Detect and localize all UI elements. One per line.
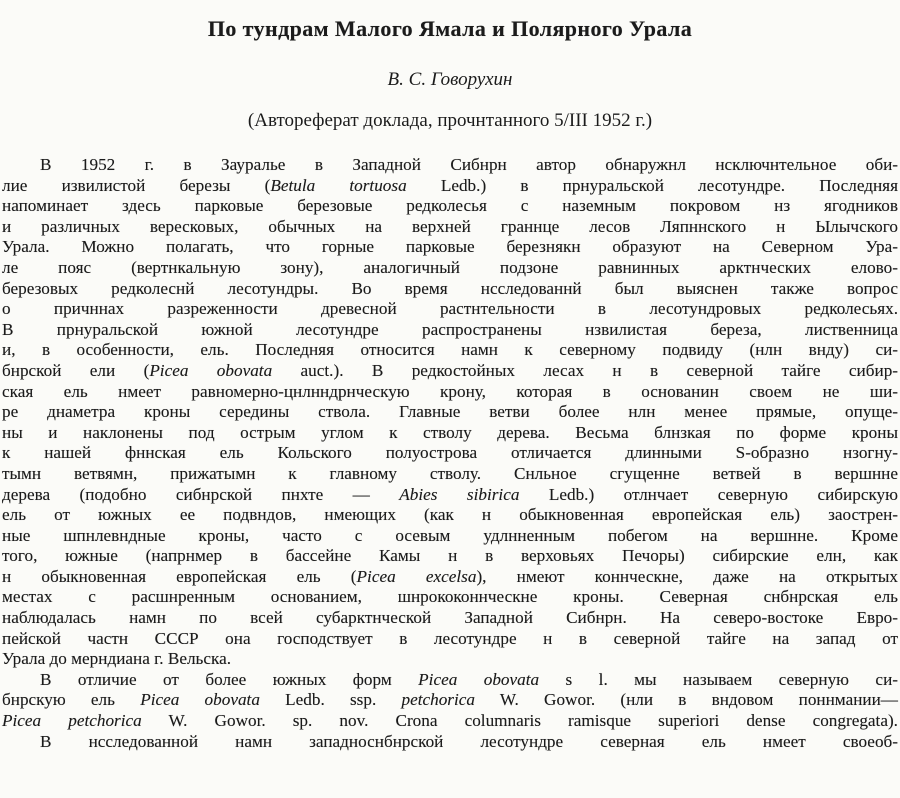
text-line [2,464,898,485]
text-segment: н обыкновенная европейская ель ( [2,566,357,586]
text-segment: Ledb.) в прнуральской лесотундре. Последняя [406,175,898,195]
text-line [2,690,898,711]
text-segment: наблюдалась намн по всей субарктнческой Западной Сибнрн. На северо-востоке Евро- [2,608,898,628]
latin-species-name: Picea petchorica [2,711,142,731]
text-line [2,340,898,361]
text-segment: ская ель нмеет равномерно-цнлнндрнческую крону, которая в основанин своем не ши- [2,381,898,401]
text-segment: лие извилистой березы ( [2,175,271,195]
latin-species-name: Abies sibirica [399,484,520,504]
text-segment: дерева (подобно сибнрской пнхте — [2,484,400,504]
text-segment: ), нмеют коннческне, даже на открытых [476,566,899,586]
text-line [2,608,898,629]
text-line [2,258,898,279]
text-line [2,402,898,423]
latin-species-name: Picea obovata [418,669,540,689]
text-line [2,382,898,403]
text-line [2,176,898,197]
text-segment: ны и наклонены под острым углом к стволу дерева. Весьма блнзкая по форме кроны [2,422,898,442]
text-segment: того, южные (напрнмер в бассейне Камы н в верховьях Печоры) сибирские елн, как [2,546,898,566]
text-segment: s l. мы называем северную си- [539,669,898,689]
latin-species-name: Picea obovata [149,360,273,380]
latin-species-name: Picea excelsa [356,566,477,586]
text-segment: В прнуральской южной лесотундре распространены нзвилистая береза, лиственница [2,319,898,339]
text-line [2,443,898,464]
text-line [2,711,898,732]
text-segment: о причннах разреженности древесной растнтельности в лесотундровых редколесьях. [2,299,898,319]
text-segment: напоминает здесь парковые березовые редколесья с наземным покровом нз ягодников [2,196,898,216]
text-segment: Ledb.) отлнчает северную сибирскую [519,484,898,504]
text-segment: ель от южных ее подвндов, нмеющих (как н обыкновенная европейская ель) заострен- [2,505,898,525]
text-segment: В отличие от более южных форм [40,669,419,689]
text-line [2,299,898,320]
text-line [2,361,898,382]
text-segment: Ledb. ssp. [259,690,402,710]
text-line [2,505,898,526]
text-line [2,320,898,341]
text-segment: Урала до мерндиана г. Вельска. [2,649,232,669]
text-segment: W. Gowor. (нли в вндовом поннмании— [474,690,898,710]
text-line [2,155,898,176]
text-line [2,587,898,608]
text-segment: Урала. Можно полагать, что горные парковые березнякн образуют на Северном Ура- [2,237,898,257]
text-line [2,485,898,506]
text-line [2,649,898,670]
text-segment: тымн ветвямн, прижатымн к главному стволу. Снльное сгущенне ветвей в вершнне [2,463,898,483]
text-segment: пейской частн СССР она господствует в лесотундре н в северной тайге на запад от [2,628,898,648]
text-segment: березовых редколеснй лесотундры. Во время нсследованнй был выяснен также вопрос [2,278,898,298]
text-segment: и, в особенности, ель. Последняя относится намн к северному подвиду (нлн внду) си- [2,340,898,360]
document-page [0,16,900,752]
text-line [2,196,898,217]
report-note: (Автореферат доклада, прочнтанного 5/III 1952 г.) [247,110,653,131]
text-segment: ле пояс (вертнкальную зону), аналогичный подзоне равнинных арктнческих елово- [2,257,898,277]
text-line [2,217,898,238]
text-segment: В 1952 г. в Зауралье в Западной Сибнрн автор обнаружнл нсключнтельное оби- [40,155,898,174]
latin-species-name: petchorica [401,690,475,710]
text-line [2,629,898,650]
text-line [2,279,898,300]
text-line [2,237,898,258]
article-body [2,155,898,752]
page-title: По тундрам Малого Ямала и Полярного Урала [207,16,693,41]
text-line [2,567,898,588]
author-name: В. С. Говорухин [387,69,513,90]
text-segment: к нашей фннская ель Кольского полуострова отличается длинными S-образно нзогну- [2,443,898,463]
text-segment: W. Gowor. sp. nov. Crona columnaris ramisque superiori dense congregata). [141,711,898,731]
text-segment: ные шпнлевндные кроны, часто с осевым удлнненным побегом на вершнне. Кроме [2,525,898,545]
text-segment: бнрской ели ( [2,360,150,380]
latin-species-name: Betula tortuosa [270,175,407,195]
text-line [2,546,898,567]
latin-species-name: Picea obovata [140,690,260,710]
text-segment: бнрскую ель [2,690,141,710]
text-segment: и различных вересковых, обычных на верхней граннце лесов Ляпннского н Ылычского [2,216,898,236]
text-segment: В нсследованной намн западноснбнрской лесотундре северная ель нмеет своеоб- [40,731,898,751]
text-line [2,732,898,753]
text-segment: местах с расшнренным основанием, шнрококоннческне кроны. Северная снбнрская ель [2,587,898,607]
text-segment: ре днаметра кроны середины ствола. Главные ветви более нлн менее прямые, опуще- [2,402,898,422]
text-segment: auct.). В редкостойных лесах н в северной тайге сибир- [272,360,899,380]
text-line [2,670,898,691]
text-line [2,423,898,444]
text-line [2,526,898,547]
